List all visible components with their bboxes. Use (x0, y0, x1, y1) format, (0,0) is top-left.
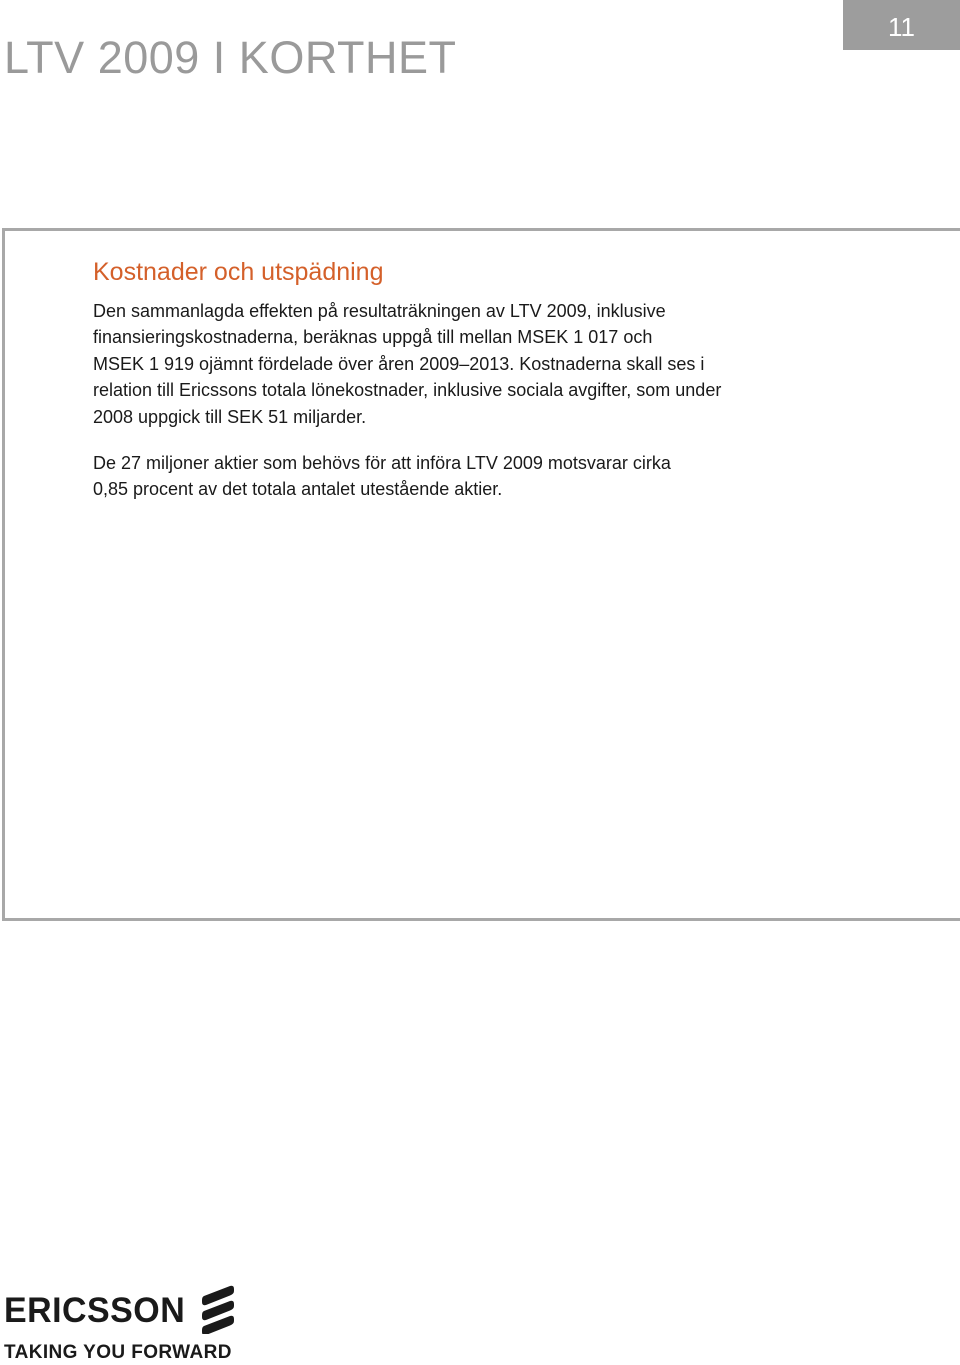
dilution-paragraph (93, 450, 813, 503)
cost-paragraph (93, 298, 813, 430)
section-heading: Kostnader och utspädning (93, 258, 384, 286)
logo-tagline: TAKING YOU FORWARD (4, 1342, 232, 1363)
paragraph-line: relation till Ericssons totala lönekostnader, inklusive sociala avgifter, som under (93, 380, 722, 401)
ericsson-logo (4, 1280, 244, 1364)
page-number-badge (843, 0, 960, 50)
paragraph-line: Den sammanlagda effekten på resultaträkningen av LTV 2009, inklusive (93, 301, 666, 321)
paragraph-line: MSEK 1 919 ojämnt fördelade över åren 2009–2013. Kostnaderna skall ses i (93, 353, 705, 374)
logo-wordmark: ERICSSON (4, 1291, 186, 1330)
paragraph-line: 0,85 procent av det totala antalet utestående aktier. (93, 479, 503, 500)
paragraph-line: finansieringskostnaderna, beräknas uppgå till mellan MSEK 1 017 och (93, 327, 653, 348)
page-number: 11 (888, 11, 915, 42)
ericsson-three-bars-icon (200, 1284, 236, 1334)
paragraph-line: De 27 miljoner aktier som behövs för att införa LTV 2009 motsvarar cirka (93, 453, 671, 473)
page-title: LTV 2009 I KORTHET (4, 32, 457, 83)
paragraph-line: 2008 uppgick till SEK 51 miljarder. (93, 406, 367, 427)
